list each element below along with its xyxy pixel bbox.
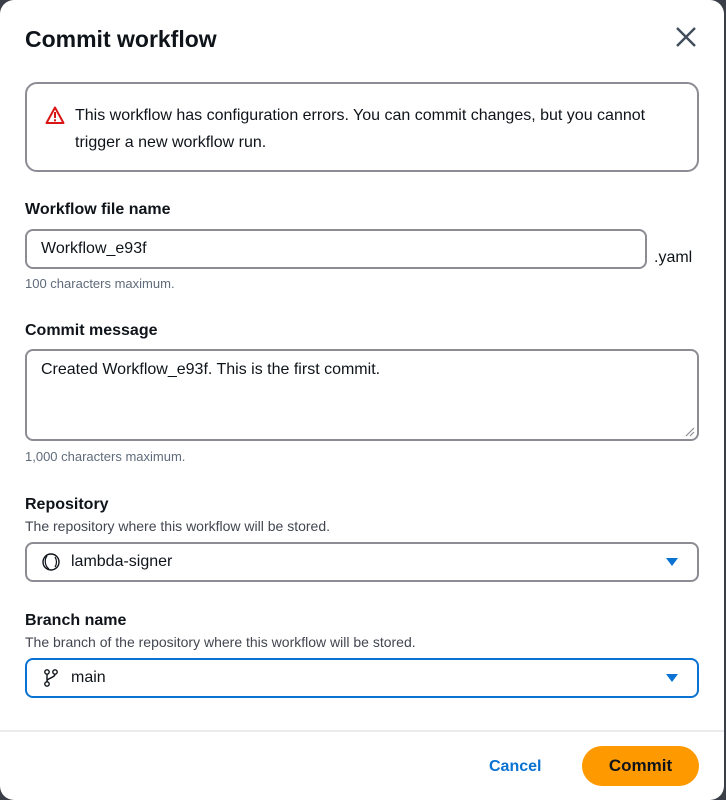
warning-icon	[45, 106, 65, 124]
file-name-hint: 100 characters maximum.	[25, 276, 175, 291]
cancel-button[interactable]: Cancel	[489, 758, 542, 775]
file-name-value: Workflow_e93f	[41, 240, 147, 257]
commit-message-label: Commit message	[25, 322, 158, 339]
branch-label: Branch name	[25, 612, 127, 629]
commit-message-value: Created Workflow_e93f. This is the first commit.	[41, 361, 381, 378]
repository-select[interactable]	[25, 542, 699, 582]
dialog-footer-divider	[0, 730, 724, 732]
branch-description: The branch of the repository where this workflow will be stored.	[25, 634, 416, 650]
branch-select[interactable]	[25, 658, 699, 698]
commit-button[interactable]: Commit	[582, 746, 699, 786]
caret-down-icon	[665, 557, 679, 567]
configuration-error-alert	[25, 82, 699, 172]
repository-icon	[41, 552, 61, 572]
commit-message-hint: 1,000 characters maximum.	[25, 449, 186, 464]
branch-value: main	[71, 669, 106, 686]
commit-message-textarea[interactable]	[25, 349, 699, 441]
branch-icon	[41, 668, 61, 688]
repository-description: The repository where this workflow will be stored.	[25, 518, 331, 534]
repository-value: lambda-signer	[71, 553, 173, 570]
file-name-label: Workflow file name	[25, 201, 171, 218]
alert-message: This workflow has configuration errors. You can commit changes, but you cannot trigger a new workflow run.	[75, 107, 646, 151]
file-extension: .yaml	[654, 249, 693, 266]
caret-down-icon	[665, 673, 679, 683]
file-name-input[interactable]	[25, 229, 647, 269]
close-icon[interactable]	[674, 25, 698, 49]
repository-label: Repository	[25, 496, 109, 513]
dialog-title: Commit workflow	[25, 26, 217, 52]
resize-handle-icon[interactable]	[683, 425, 695, 437]
